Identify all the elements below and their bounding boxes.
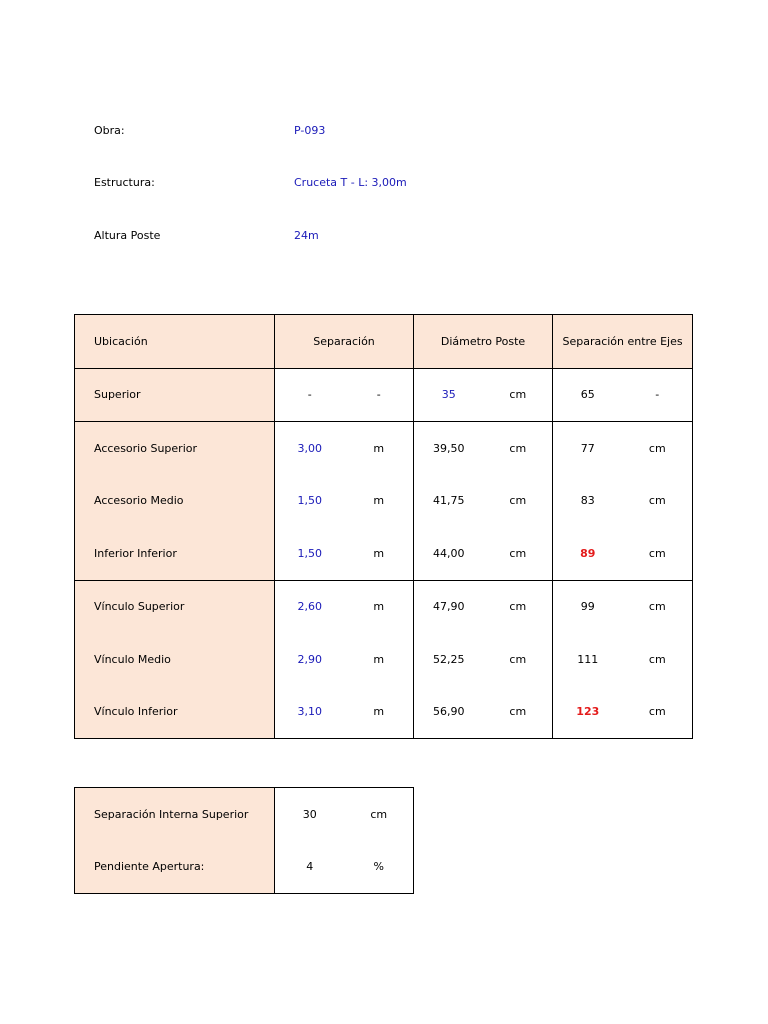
diametro-value: 35 — [414, 368, 484, 422]
separacion-interna-value: 30 — [275, 788, 345, 841]
ejes-value-warning: 123 — [553, 686, 623, 739]
table-row — [75, 686, 693, 739]
ejes-value: 65 — [553, 368, 623, 422]
estructura-label: Estructura: — [94, 176, 155, 189]
separacion-unit: m — [373, 600, 385, 614]
separacion-value: 1,50 — [275, 527, 345, 580]
altura-poste-label: Altura Poste — [94, 229, 161, 242]
separacion-value: 2,60 — [275, 580, 345, 633]
obra-value: P-093 — [294, 124, 326, 137]
ejes-unit: cm — [648, 441, 666, 455]
separacion-unit: m — [373, 705, 385, 719]
ejes-unit: cm — [648, 494, 666, 508]
separacion-value: - — [275, 368, 345, 422]
diametro-value: 56,90 — [414, 686, 484, 739]
diametro-unit: cm — [509, 494, 527, 508]
row-label: Vínculo Superior — [75, 580, 275, 633]
diametro-unit: cm — [484, 527, 553, 580]
apertura-table — [74, 787, 414, 894]
header-separacion-ejes: Separación entre Ejes — [553, 315, 693, 369]
pendiente-apertura-value: 4 — [275, 841, 345, 894]
row-label: Superior — [75, 368, 275, 422]
separacion-unit: m — [345, 527, 414, 580]
table-row — [75, 368, 693, 422]
row-label: Inferior Inferior — [75, 527, 275, 580]
table-row — [75, 841, 414, 894]
table-row — [75, 475, 693, 528]
pendiente-apertura-label: Pendiente Apertura: — [75, 841, 275, 894]
separation-table — [74, 314, 693, 739]
ejes-unit: cm — [648, 705, 666, 719]
table-row — [75, 788, 414, 841]
row-label: Accesorio Medio — [75, 475, 275, 528]
ejes-value: 77 — [553, 422, 623, 475]
separacion-unit: m — [373, 652, 385, 666]
diametro-value: 44,00 — [414, 527, 484, 580]
ejes-value: 99 — [553, 580, 623, 633]
separacion-unit: m — [373, 494, 385, 508]
diametro-value: 41,75 — [414, 475, 484, 528]
diametro-unit: cm — [509, 600, 527, 614]
pendiente-apertura-unit: % — [373, 860, 384, 874]
obra-label: Obra: — [94, 124, 125, 137]
ejes-value: 111 — [553, 633, 623, 686]
altura-poste-value: 24m — [294, 229, 319, 242]
header-separacion: Separación — [275, 315, 414, 369]
diametro-value: 52,25 — [414, 633, 484, 686]
separacion-value: 3,10 — [275, 686, 345, 739]
row-label: Vínculo Inferior — [75, 686, 275, 739]
row-label: Accesorio Superior — [75, 422, 275, 475]
diametro-unit: cm — [484, 368, 553, 422]
separacion-value: 3,00 — [275, 422, 345, 475]
diametro-value: 39,50 — [414, 422, 484, 475]
table-row — [75, 422, 693, 475]
table-row — [75, 633, 693, 686]
separacion-interna-unit: cm — [370, 807, 388, 821]
separacion-value: 2,90 — [275, 633, 345, 686]
header-diametro-poste: Diámetro Poste — [414, 315, 553, 369]
diametro-value: 47,90 — [414, 580, 484, 633]
ejes-value-warning: 89 — [553, 527, 623, 580]
diametro-unit: cm — [509, 652, 527, 666]
ejes-unit: - — [623, 368, 693, 422]
ejes-unit: cm — [623, 527, 693, 580]
row-label: Vínculo Medio — [75, 633, 275, 686]
header-row — [75, 315, 693, 369]
diametro-unit: cm — [509, 705, 527, 719]
separacion-unit: - — [345, 368, 414, 422]
separacion-unit: m — [373, 441, 385, 455]
estructura-value: Cruceta T - L: 3,00m — [294, 176, 407, 189]
ejes-unit: cm — [648, 600, 666, 614]
diametro-unit: cm — [509, 441, 527, 455]
separacion-interna-label: Separación Interna Superior — [75, 788, 275, 841]
table-row — [75, 527, 693, 580]
header-ubicacion: Ubicación — [75, 315, 275, 369]
separacion-value: 1,50 — [275, 475, 345, 528]
ejes-unit: cm — [648, 652, 666, 666]
table-row — [75, 580, 693, 633]
ejes-value: 83 — [553, 475, 623, 528]
